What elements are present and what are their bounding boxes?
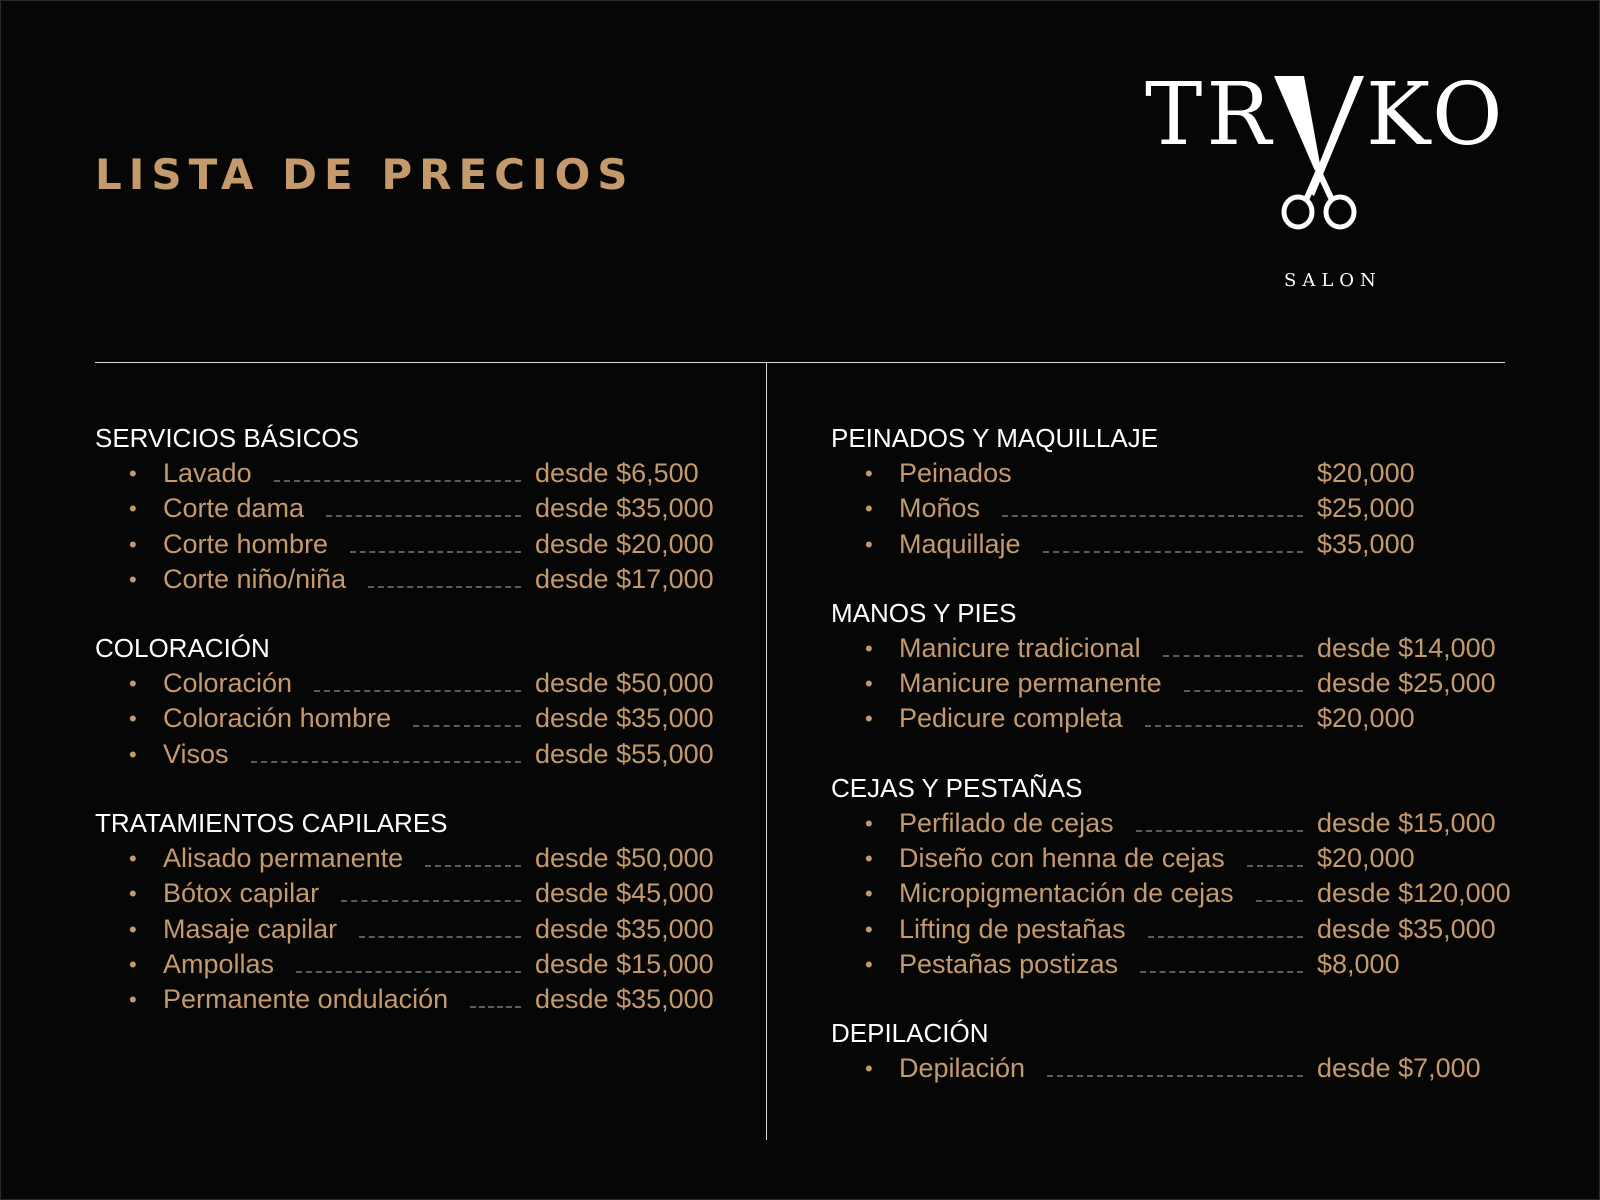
price-item <box>831 631 1531 666</box>
price-item <box>831 912 1531 947</box>
price-item <box>831 1051 1531 1086</box>
service-price: desde $35,000 <box>535 984 714 1015</box>
section-title: SERVICIOS BÁSICOS <box>95 423 359 453</box>
price-item <box>831 701 1531 736</box>
price-item <box>95 982 735 1017</box>
bullet-icon: • <box>865 1056 873 1082</box>
service-price: desde $50,000 <box>535 843 714 874</box>
service-price: $20,000 <box>1317 458 1415 488</box>
bullet-icon: • <box>865 531 873 557</box>
dotted-leader <box>314 690 521 692</box>
section-title: PEINADOS Y MAQUILLAJE <box>831 423 1159 453</box>
dotted-leader <box>350 551 521 553</box>
bullet-icon: • <box>129 987 137 1013</box>
bullet-icon: • <box>865 496 873 522</box>
service-price: desde $15,000 <box>1317 807 1496 838</box>
price-item <box>831 527 1531 562</box>
section-tratamientos-capilares <box>95 805 735 1017</box>
service-price: $25,000 <box>1317 493 1415 524</box>
bullet-icon: • <box>865 671 873 697</box>
price-item <box>831 491 1531 526</box>
dotted-leader <box>1256 900 1303 902</box>
service-price: desde $35,000 <box>535 703 714 734</box>
price-item <box>95 737 735 772</box>
dotted-leader <box>425 865 521 867</box>
service-name: Maquillaje <box>899 528 1021 559</box>
bullet-icon: • <box>865 810 873 836</box>
dotted-leader <box>296 971 521 973</box>
brand-logo <box>1145 65 1530 300</box>
bullet-icon: • <box>865 951 873 977</box>
section-title: DEPILACIÓN <box>831 1018 989 1049</box>
dotted-leader <box>1145 725 1303 727</box>
dotted-leader <box>1136 830 1303 832</box>
bullet-icon: • <box>129 706 137 732</box>
bullet-icon: • <box>865 461 873 486</box>
bullet-icon: • <box>129 566 137 592</box>
dotted-leader <box>341 900 521 902</box>
right-column <box>831 420 1531 1120</box>
service-name: Masaje capilar <box>163 913 338 944</box>
service-price: desde $35,000 <box>535 913 714 944</box>
price-item <box>95 456 735 491</box>
bullet-icon: • <box>129 916 137 942</box>
bullet-icon: • <box>129 951 137 977</box>
price-item <box>831 456 1531 491</box>
price-item <box>831 947 1531 982</box>
section-title: MANOS Y PIES <box>831 597 1017 628</box>
dotted-leader <box>326 515 521 517</box>
logo-wordmark <box>1145 65 1530 165</box>
service-price: desde $25,000 <box>1317 668 1496 699</box>
service-name: Ampollas <box>163 948 275 979</box>
dotted-leader <box>413 725 521 727</box>
dotted-leader <box>1247 865 1303 867</box>
dotted-leader <box>1163 655 1303 657</box>
price-item <box>95 527 735 562</box>
section-cejas-y-pestanas <box>831 770 1531 982</box>
vertical-divider <box>766 362 767 1140</box>
bullet-icon: • <box>129 496 137 522</box>
page-title: LISTA DE PRECIOS <box>95 150 635 199</box>
bullet-icon: • <box>129 531 137 557</box>
price-item <box>95 947 735 982</box>
dotted-leader <box>1148 936 1303 938</box>
service-price: desde $35,000 <box>535 493 714 524</box>
dotted-leader <box>1184 690 1303 692</box>
service-price: desde $17,000 <box>535 563 714 594</box>
price-item <box>95 876 735 911</box>
service-price: desde $7,000 <box>1317 1053 1481 1084</box>
bullet-icon: • <box>865 635 873 661</box>
section-coloracion <box>95 630 735 772</box>
service-name: Perfilado de cejas <box>899 807 1114 838</box>
price-item <box>831 876 1531 911</box>
bullet-icon: • <box>865 706 873 732</box>
service-name: Permanente ondulación <box>163 984 449 1015</box>
service-name: Corte hombre <box>163 528 329 559</box>
bullet-icon: • <box>865 846 873 872</box>
service-name: Visos <box>163 738 229 769</box>
service-name: Pestañas postizas <box>899 948 1119 979</box>
section-peinados-y-maquillaje <box>831 420 1531 562</box>
service-name: Moños <box>899 493 981 524</box>
scissors-icon <box>1268 72 1368 232</box>
section-title: CEJAS Y PESTAÑAS <box>831 772 1083 803</box>
bullet-icon: • <box>129 881 137 907</box>
bullet-icon: • <box>865 881 873 907</box>
dotted-leader <box>368 586 521 588</box>
price-item <box>95 491 735 526</box>
service-price: $35,000 <box>1317 528 1415 559</box>
service-price: desde $45,000 <box>535 878 714 909</box>
service-name: Bótox capilar <box>163 878 320 909</box>
service-name: Alisado permanente <box>163 843 404 874</box>
service-name: Diseño con henna de cejas <box>899 843 1225 874</box>
service-name: Corte niño/niña <box>163 563 347 594</box>
dotted-leader <box>1002 515 1303 517</box>
dotted-leader <box>1043 551 1303 553</box>
service-name: Pedicure completa <box>899 703 1123 734</box>
service-price: desde $120,000 <box>1317 878 1511 909</box>
service-name: Lifting de pestañas <box>899 913 1126 944</box>
service-price: desde $55,000 <box>535 738 714 769</box>
service-price: desde $50,000 <box>535 668 714 699</box>
price-item <box>831 806 1531 841</box>
price-item <box>95 912 735 947</box>
logo-subtitle: SALON <box>1284 270 1382 291</box>
price-item <box>831 841 1531 876</box>
price-item <box>95 841 735 876</box>
section-depilacion <box>831 1015 1531 1086</box>
logo-wordmark-left: TR <box>1145 65 1276 165</box>
service-name: Coloración hombre <box>163 703 392 734</box>
service-price: desde $20,000 <box>535 528 714 559</box>
left-column <box>95 420 735 1051</box>
service-name: Micropigmentación de cejas <box>899 878 1234 909</box>
logo-wordmark-right: KO <box>1366 65 1507 165</box>
price-item <box>95 701 735 736</box>
horizontal-divider <box>95 362 1505 363</box>
service-name: Manicure tradicional <box>899 632 1141 663</box>
service-price: $8,000 <box>1317 948 1400 979</box>
dotted-leader <box>251 761 521 763</box>
section-manos-y-pies <box>831 595 1531 737</box>
bullet-icon: • <box>865 916 873 942</box>
price-item <box>95 562 735 597</box>
bullet-icon: • <box>129 671 137 697</box>
bullet-icon: • <box>129 741 137 767</box>
bullet-icon: • <box>129 846 137 872</box>
service-name: Lavado <box>163 458 252 488</box>
service-price: desde $35,000 <box>1317 913 1496 944</box>
dotted-leader <box>359 936 521 938</box>
service-name: Depilación <box>899 1053 1026 1084</box>
bullet-icon: • <box>129 461 137 486</box>
service-name: Manicure permanente <box>899 668 1162 699</box>
dotted-leader <box>274 480 521 482</box>
section-servicios-basicos <box>95 420 735 597</box>
price-item <box>95 666 735 701</box>
dotted-leader <box>1047 1075 1303 1077</box>
service-price: desde $14,000 <box>1317 632 1496 663</box>
service-price: desde $15,000 <box>535 948 714 979</box>
service-name: Corte dama <box>163 493 305 524</box>
service-name: Peinados <box>899 458 1012 488</box>
price-item <box>831 666 1531 701</box>
service-price: desde $6,500 <box>535 458 699 488</box>
dotted-leader <box>470 1006 521 1008</box>
dotted-leader <box>1140 971 1303 973</box>
section-title: COLORACIÓN <box>95 633 270 664</box>
service-price: $20,000 <box>1317 843 1415 874</box>
service-price: $20,000 <box>1317 703 1415 734</box>
service-name: Coloración <box>163 668 293 699</box>
section-title: TRATAMIENTOS CAPILARES <box>95 808 448 839</box>
